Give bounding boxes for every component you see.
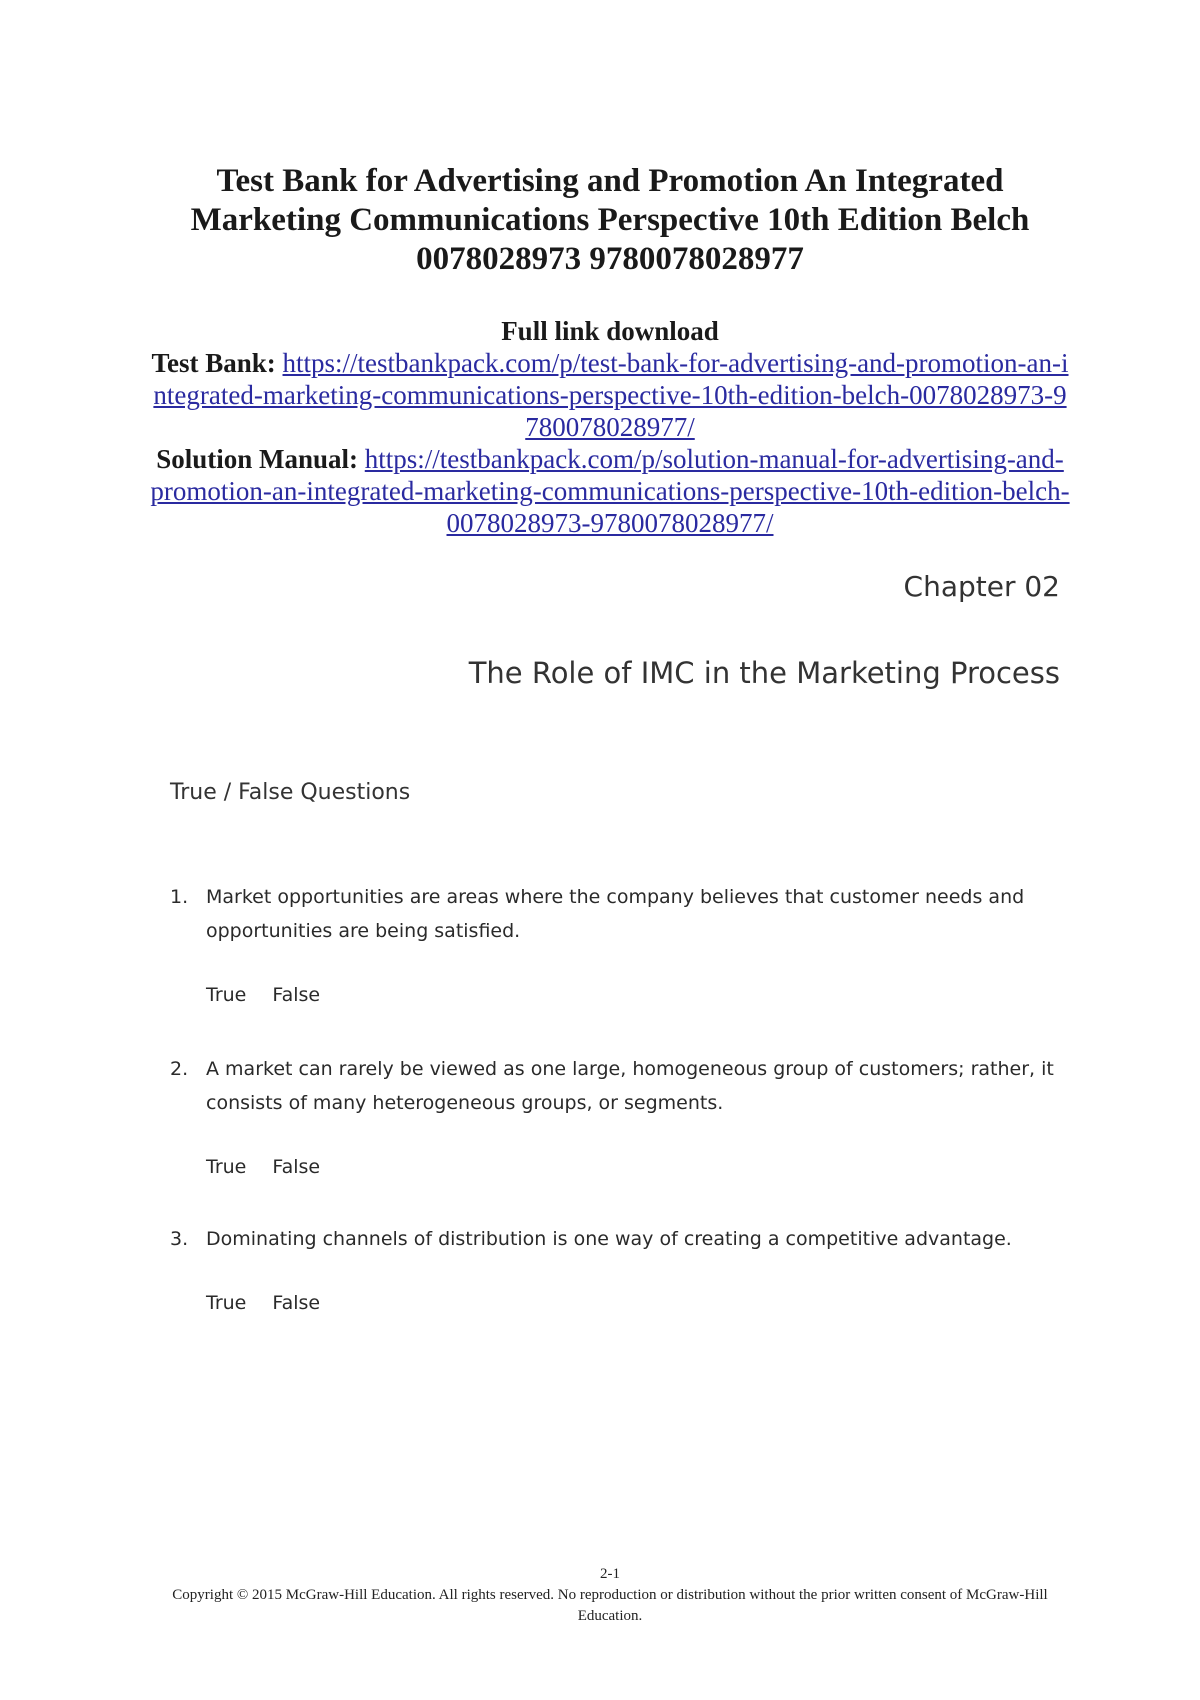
copyright-notice: Copyright © 2015 McGraw-Hill Education. All rights reserved. No reproduction or distribution without the prior written consent of McGraw-Hill Education. [172, 1587, 1048, 1624]
answer-true: True [206, 1156, 247, 1178]
question-text: Dominating channels of distribution is one way of creating a competitive advantage. [206, 1228, 1012, 1250]
answer-true: True [206, 984, 247, 1006]
answer-true: True [206, 1292, 247, 1314]
question-item [170, 1052, 1070, 1184]
question-number: 3. [170, 1228, 189, 1250]
test-bank-label: Test Bank: [151, 348, 276, 378]
question-item [170, 880, 1070, 1012]
solution-manual-label: Solution Manual: [156, 444, 358, 474]
download-heading: Full link download [501, 316, 719, 346]
answer-options [206, 1150, 1070, 1184]
chapter-title: The Role of IMC in the Marketing Process [468, 656, 1060, 690]
download-block [150, 315, 1070, 539]
page-footer [150, 1564, 1070, 1627]
answer-false: False [272, 1156, 321, 1178]
test-bank-link-line [150, 347, 1070, 443]
question-number: 2. [170, 1058, 189, 1080]
solution-manual-link[interactable]: https://testbankpack.com/p/solution-manual-for-advertising-and-promotion-an-integrated-marketing-communications-perspective-10th-edition-belch-0078028973-9780078028977/ [150, 444, 1070, 538]
answer-options [206, 978, 1070, 1012]
answer-false: False [272, 1292, 321, 1314]
chapter-number: Chapter 02 [903, 570, 1060, 603]
section-heading: True / False Questions [170, 780, 411, 805]
document-title: Test Bank for Advertising and Promotion An Integrated Marketing Communications Perspective 10th Edition Belch 0078028973 9780078028977 [190, 163, 1030, 277]
answer-options [206, 1286, 1070, 1320]
question-text: Market opportunities are areas where the company believes that customer needs and opportunities are being satisfied. [206, 886, 1025, 942]
solution-manual-link-line [150, 443, 1070, 539]
question-text: A market can rarely be viewed as one large, homogeneous group of customers; rather, it consists of many heterogeneous groups, or segments. [206, 1058, 1054, 1114]
question-number: 1. [170, 886, 189, 908]
answer-false: False [272, 984, 321, 1006]
test-bank-link[interactable]: https://testbankpack.com/p/test-bank-for-advertising-and-promotion-an-integrated-marketing-communications-perspective-10th-edition-belch-0078028973-9780078028977/ [153, 348, 1069, 442]
page-number: 2-1 [600, 1566, 620, 1582]
question-item [170, 1222, 1070, 1320]
